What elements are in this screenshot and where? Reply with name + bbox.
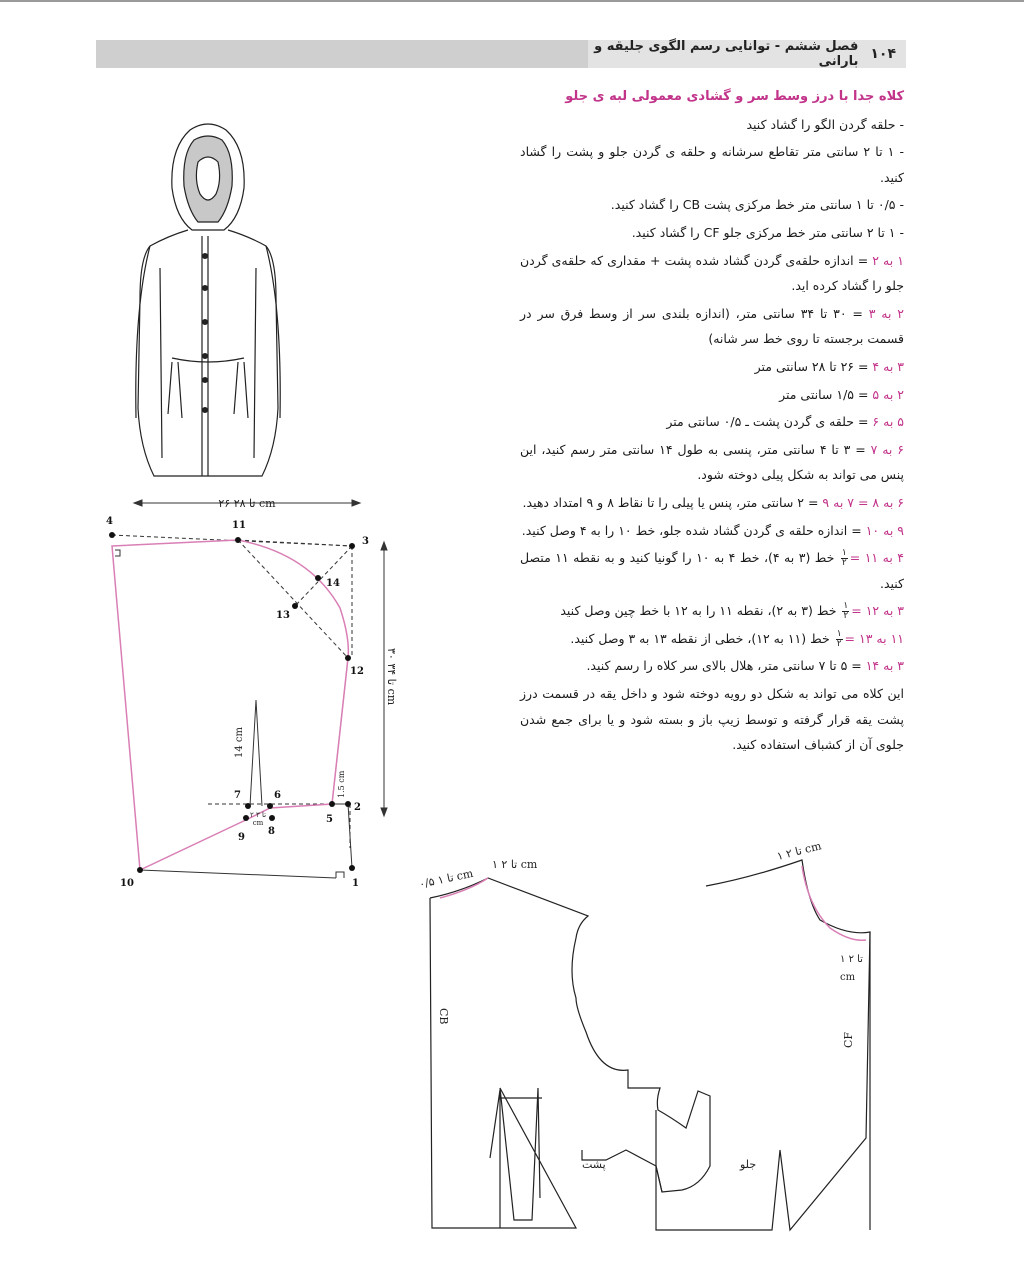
cb-label: CB bbox=[437, 1008, 450, 1025]
step-key: ۱۱ به ۱۳ = bbox=[844, 630, 904, 646]
step-text: خط (۳ به ۲)، نقطه ۱۱ را به ۱۲ با خط چین وصل کنید bbox=[560, 603, 841, 619]
half-fraction: $\frac{۱}{۲}$ bbox=[841, 548, 847, 569]
step-line bbox=[520, 545, 904, 596]
neck-drop-label: 1.5 cm bbox=[337, 770, 346, 798]
section-heading: کلاه جدا با درز وسط سر و گشادی معمولی لبه ی جلو bbox=[565, 89, 904, 104]
step-line bbox=[520, 626, 904, 652]
front-cf-unit: cm bbox=[840, 972, 856, 983]
step-line bbox=[520, 437, 904, 488]
step-key: ۴ به ۱۱ = bbox=[849, 550, 905, 566]
header-title-box bbox=[588, 40, 906, 68]
step-text: = ۱/۵ سانتی متر bbox=[779, 386, 873, 402]
point-10: 10 bbox=[120, 878, 134, 888]
back-piece-label: پشت bbox=[582, 1158, 606, 1171]
top-rule bbox=[0, 0, 1024, 2]
point-1: 1 bbox=[352, 878, 359, 888]
hood-height-label: ۳۰ تا ۳۴ cm bbox=[385, 648, 398, 706]
back-widen-label: ۰/۵ تا ۱ cm bbox=[417, 866, 475, 891]
dart-length-label: 14 cm bbox=[234, 727, 245, 758]
step-text: = ۵ تا ۷ سانتی متر، هلال بالای سر کلاه را رسم کنید. bbox=[586, 658, 866, 674]
intro-line: - ۱ تا ۲ سانتی متر خط مرکزی جلو CF را گشاد کنید. bbox=[631, 224, 904, 240]
point-9: 9 bbox=[238, 832, 245, 843]
page-header bbox=[96, 40, 906, 68]
point-4: 4 bbox=[106, 516, 113, 527]
step-key: ۹ به ۱۰ bbox=[865, 522, 904, 538]
step-key: ۲ به ۵ bbox=[872, 386, 904, 402]
step-key: ۶ به ۷ bbox=[870, 441, 904, 457]
point-2: 2 bbox=[354, 802, 361, 813]
front-piece-label: جلو bbox=[740, 1158, 757, 1171]
point-6: 6 bbox=[274, 790, 281, 801]
step-line bbox=[520, 382, 904, 408]
step-text: = ۲۶ تا ۲۸ سانتی متر bbox=[754, 358, 873, 374]
step-text: = ۳۰ تا ۳۴ سانتی متر، (اندازه بلندی سر از وسط فرق سر در قسمت برجسته تا روی خط سر شانه) bbox=[520, 305, 904, 347]
point-3: 3 bbox=[362, 536, 369, 547]
bodice-pattern-diagram bbox=[400, 838, 900, 1238]
point-7: 7 bbox=[234, 790, 241, 801]
step-line bbox=[520, 653, 904, 679]
point-14: 14 bbox=[326, 578, 340, 589]
point-11: 11 bbox=[232, 520, 246, 531]
step-text: خط (۱۱ به ۱۲)، خطی از نقطه ۱۳ به ۳ وصل کنید. bbox=[570, 630, 834, 646]
intro-line: - ۱ تا ۲ سانتی متر تقاطع سرشانه و حلقه ی گردن جلو و پشت را گشاد کنید. bbox=[520, 144, 905, 185]
step-key: ۳ به ۴ bbox=[872, 358, 904, 374]
page-number: ۱۰۴ bbox=[870, 46, 896, 62]
hooded-coat-illustration bbox=[128, 118, 288, 488]
half-fraction: $\frac{۱}{۲}$ bbox=[836, 628, 842, 649]
dart-width-label: ۲ تا ۳ bbox=[249, 811, 267, 819]
point-13: 13 bbox=[276, 610, 290, 621]
step-text: = اندازه حلقه ی گردن گشاد شده جلو، خط ۱۰ را به ۴ وصل کنید. bbox=[521, 522, 866, 538]
dart-width-unit: cm bbox=[252, 819, 264, 827]
front-shoulder-label: ۱ تا ۲ cm bbox=[775, 839, 823, 863]
step-text: خط (۳ به ۴)، خط ۴ به ۱۰ را گونیا کنید و به نقطه ۱۱ متصل کنید. bbox=[520, 550, 904, 591]
point-12: 12 bbox=[350, 666, 364, 677]
step-text: = ۳ تا ۴ سانتی متر، پنسی به طول ۱۴ سانتی متر رسم کنید، این پنس می تواند به شکل پیلی دوخته شود. bbox=[520, 441, 904, 483]
hood-pattern-diagram bbox=[100, 488, 410, 888]
step-key: ۵ به ۶ bbox=[872, 414, 904, 430]
point-8: 8 bbox=[268, 826, 275, 837]
step-line bbox=[520, 518, 904, 544]
step-text: = ۲ سانتی متر، پنس یا پیلی را تا نقاط ۸ و ۹ امتداد دهید. bbox=[522, 494, 823, 510]
step-key: ۳ به ۱۴ bbox=[865, 658, 904, 674]
step-line bbox=[520, 598, 904, 624]
step-line bbox=[520, 301, 904, 352]
step-key: ۳ به ۱۲ = bbox=[851, 603, 904, 619]
half-fraction: $\frac{۱}{۲}$ bbox=[843, 601, 849, 622]
chapter-title: فصل ششم - توانایی رسم الگوی جلیقه و بارانی bbox=[594, 39, 859, 69]
back-shoulder-label: ۱ تا ۲ cm bbox=[492, 858, 538, 871]
step-line bbox=[520, 248, 904, 299]
intro-line: - ۰/۵ تا ۱ سانتی متر خط مرکزی پشت CB را گشاد کنید. bbox=[610, 197, 904, 213]
step-key: ۱ به ۲ bbox=[872, 252, 904, 268]
point-5: 5 bbox=[326, 814, 333, 825]
step-key: ۲ به ۳ bbox=[868, 305, 904, 321]
step-line bbox=[520, 490, 904, 516]
step-line bbox=[520, 409, 904, 435]
closing-paragraph: این کلاه می تواند به شکل دو رویه دوخته شود و داخل یقه در قسمت درز پشت یقه قرار گرفته و توسط زیپ باز و بسته شود و یا برای جمع شدن جلوی آن از کشباف استفاده کنید. bbox=[520, 686, 904, 753]
intro-line: - حلقه گردن الگو را گشاد کنید bbox=[746, 116, 904, 132]
front-cf-label: ۱ تا ۲ bbox=[840, 954, 863, 965]
cf-label: CF bbox=[842, 1031, 855, 1048]
instructions-column bbox=[520, 84, 904, 760]
step-line bbox=[520, 354, 904, 380]
step-key: ۶ به ۸ = ۷ به ۹ bbox=[822, 494, 904, 510]
step-text: = حلقه ی گردن پشت ـ ۰/۵ سانتی متر bbox=[666, 414, 873, 430]
step-text: = اندازه حلقه‌ی گردن گشاد شده پشت + مقداری که حلقه‌ی گردن جلو را گشاد کرده اید. bbox=[520, 252, 904, 294]
hood-width-label: ۲۶ تا ۲۸ cm bbox=[218, 497, 276, 510]
